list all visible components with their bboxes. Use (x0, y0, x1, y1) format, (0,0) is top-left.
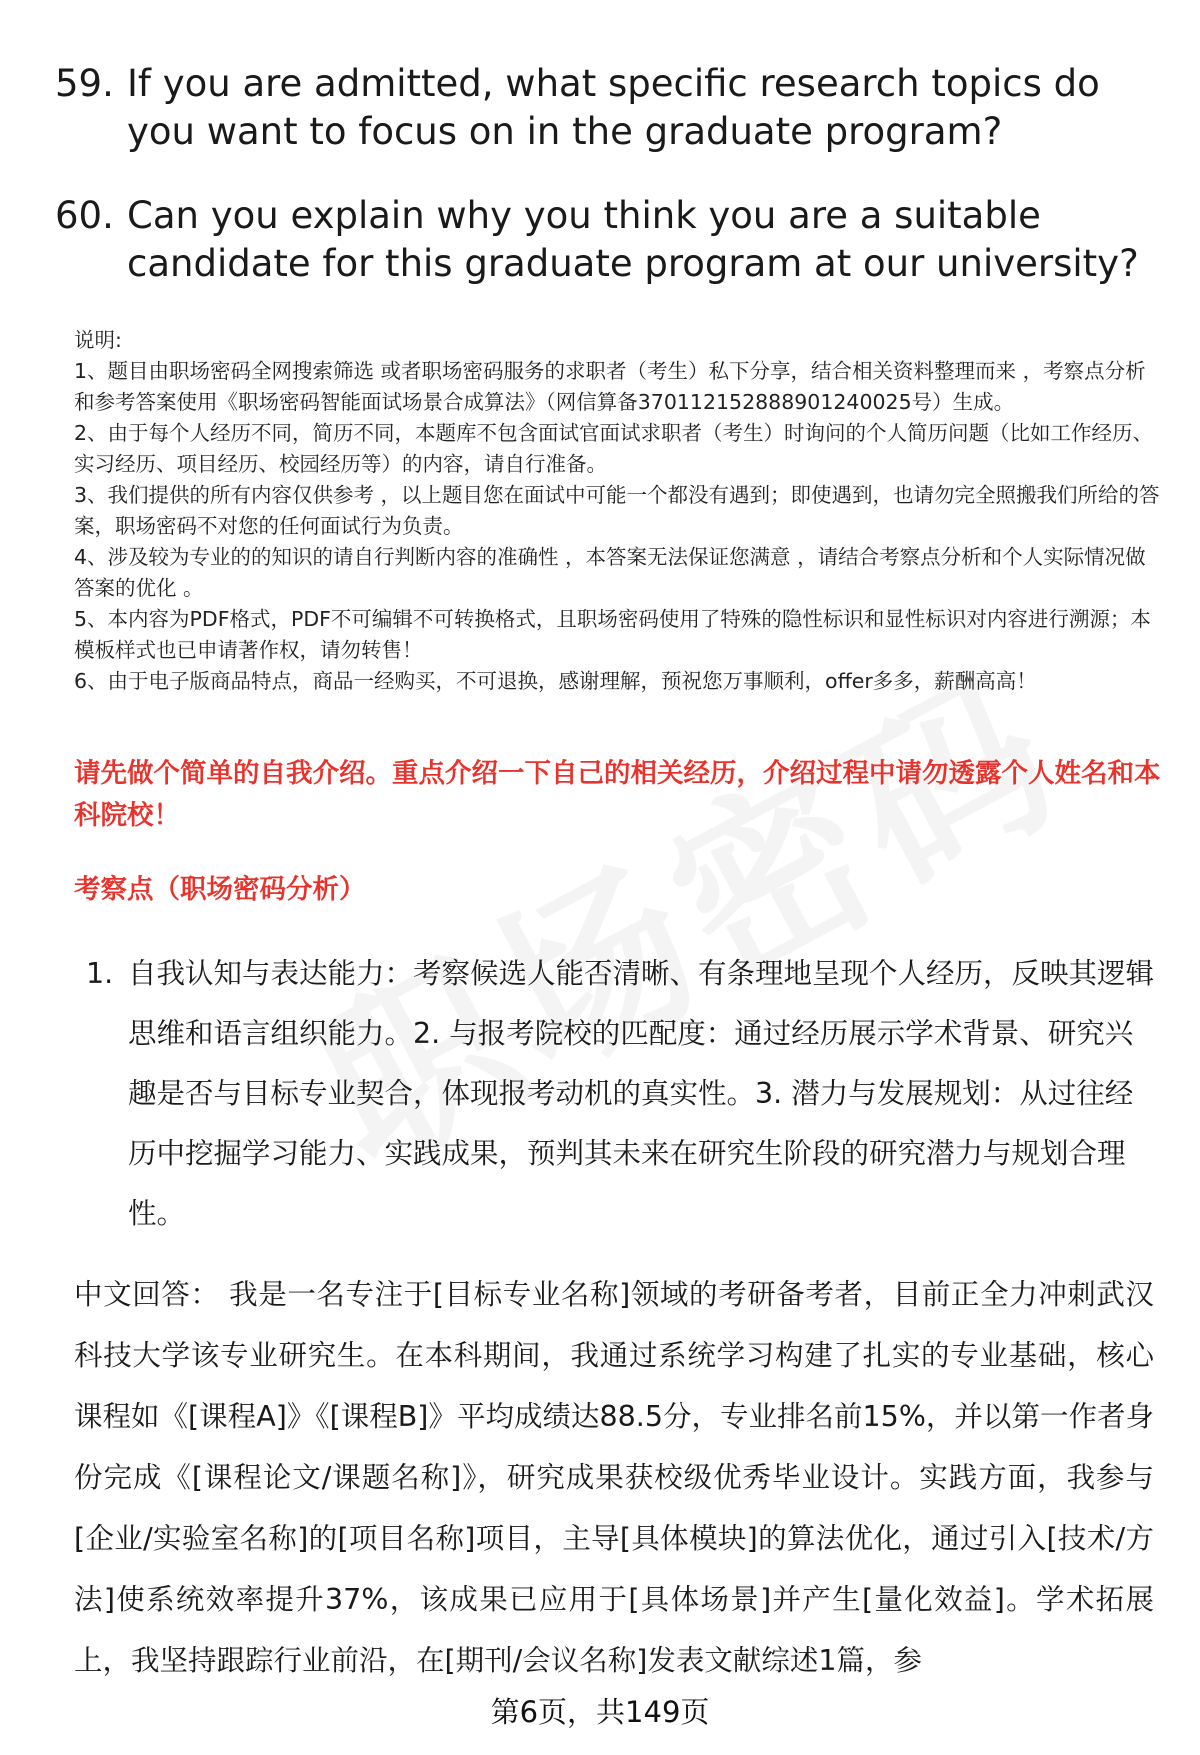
analysis-text: 自我认知与表达能力：考察候选人能否清晰、有条理地呈现个人经历，反映其逻辑思维和语言组织能力。2. 与报考院校的匹配度：通过经历展示学术背景、研究兴趣是否与目标专业契合，体现报考动机的真实性。3. 潜力与发展规划：从过往经历中挖掘学习能力、实践成果，预判其未来在研究生阶段的研究潜力与规划合理性。 (128, 957, 1155, 1230)
note-item: 1、题目由职场密码全网搜索筛选 或者职场密码服务的求职者（考生）私下分享，结合相关资料整理而来 ，考察点分析和参考答案使用《职场密码智能面试场景合成算法》（网信算备370112152888901240025号）生成。 (74, 359, 1146, 414)
question-number: 60. (55, 194, 114, 237)
note-item: 5、本内容为PDF格式，PDF不可编辑不可转换格式，且职场密码使用了特殊的隐性标识和显性标识对内容进行溯源；本模板样式也已申请著作权，请勿转售！ (74, 607, 1151, 662)
question-60 (55, 192, 1165, 288)
notes-title: 说明: (74, 328, 122, 352)
page-footer: 第6页，共149页 (490, 1695, 710, 1729)
analysis-heading: 考察点（职场密码分析） (74, 874, 366, 905)
note-item: 4、涉及较为专业的的知识的请自行判断内容的准确性 ，本答案无法保证您满意 ，请结合考察点分析和个人实际情况做答案的优化 。 (74, 545, 1146, 600)
note-item: 2、由于每个人经历不同，简历不同，本题库不包含面试官面试求职者（考生）时询问的个人简历问题（比如工作经历、实习经历、项目经历、校园经历等）的内容，请自行准备。 (74, 421, 1154, 476)
analysis-number: 1. (86, 957, 114, 990)
interview-question: 请先做个简单的自我介绍。重点介绍一下自己的相关经历，介绍过程中请勿透露个人姓名和本科院校！ (74, 758, 1161, 831)
answer-paragraph: 中文回答： 我是一名专注于[目标专业名称]领域的考研备考者，目前正全力冲刺武汉科技大学该专业研究生。在本科期间，我通过系统学习构建了扎实的专业基础，核心课程如《[课程A]》《[课程B]》平均成绩达88.5分，专业排名前15%，并以第一作者身份完成《[课程论文/课题名称]》，研究成果获校级优秀毕业设计。实践方面，我参与[企业/实验室名称]的[项目名称]项目，主导[具体模块]的算法优化，通过引入[技术/方法]使系统效率提升37%，该成果已应用于[具体场景]并产生[量化效益]。学术拓展上，我坚持跟踪行业前沿，在[期刊/会议名称]发表文献综述1篇，参 (74, 1278, 1154, 1677)
disclaimer-notes (74, 325, 1164, 697)
question-59 (55, 60, 1165, 156)
note-item: 3、我们提供的所有内容仅供参考 ，以上题目您在面试中可能一个都没有遇到；即使遇到，也请勿完全照搬我们所给的答案，职场密码不对您的任何面试行为负责。 (74, 483, 1160, 538)
question-number: 59. (55, 62, 114, 105)
note-item: 6、由于电子版商品特点，商品一经购买，不可退换，感谢理解，预祝您万事顺利，offer多多，薪酬高高！ (74, 669, 1037, 693)
analysis-item (86, 944, 1156, 1244)
question-text: Can you explain why you think you are a suitable candidate for this graduate program at our university? (127, 194, 1139, 285)
question-text: If you are admitted, what specific research topics do you want to focus on in the graduate program? (127, 62, 1100, 153)
